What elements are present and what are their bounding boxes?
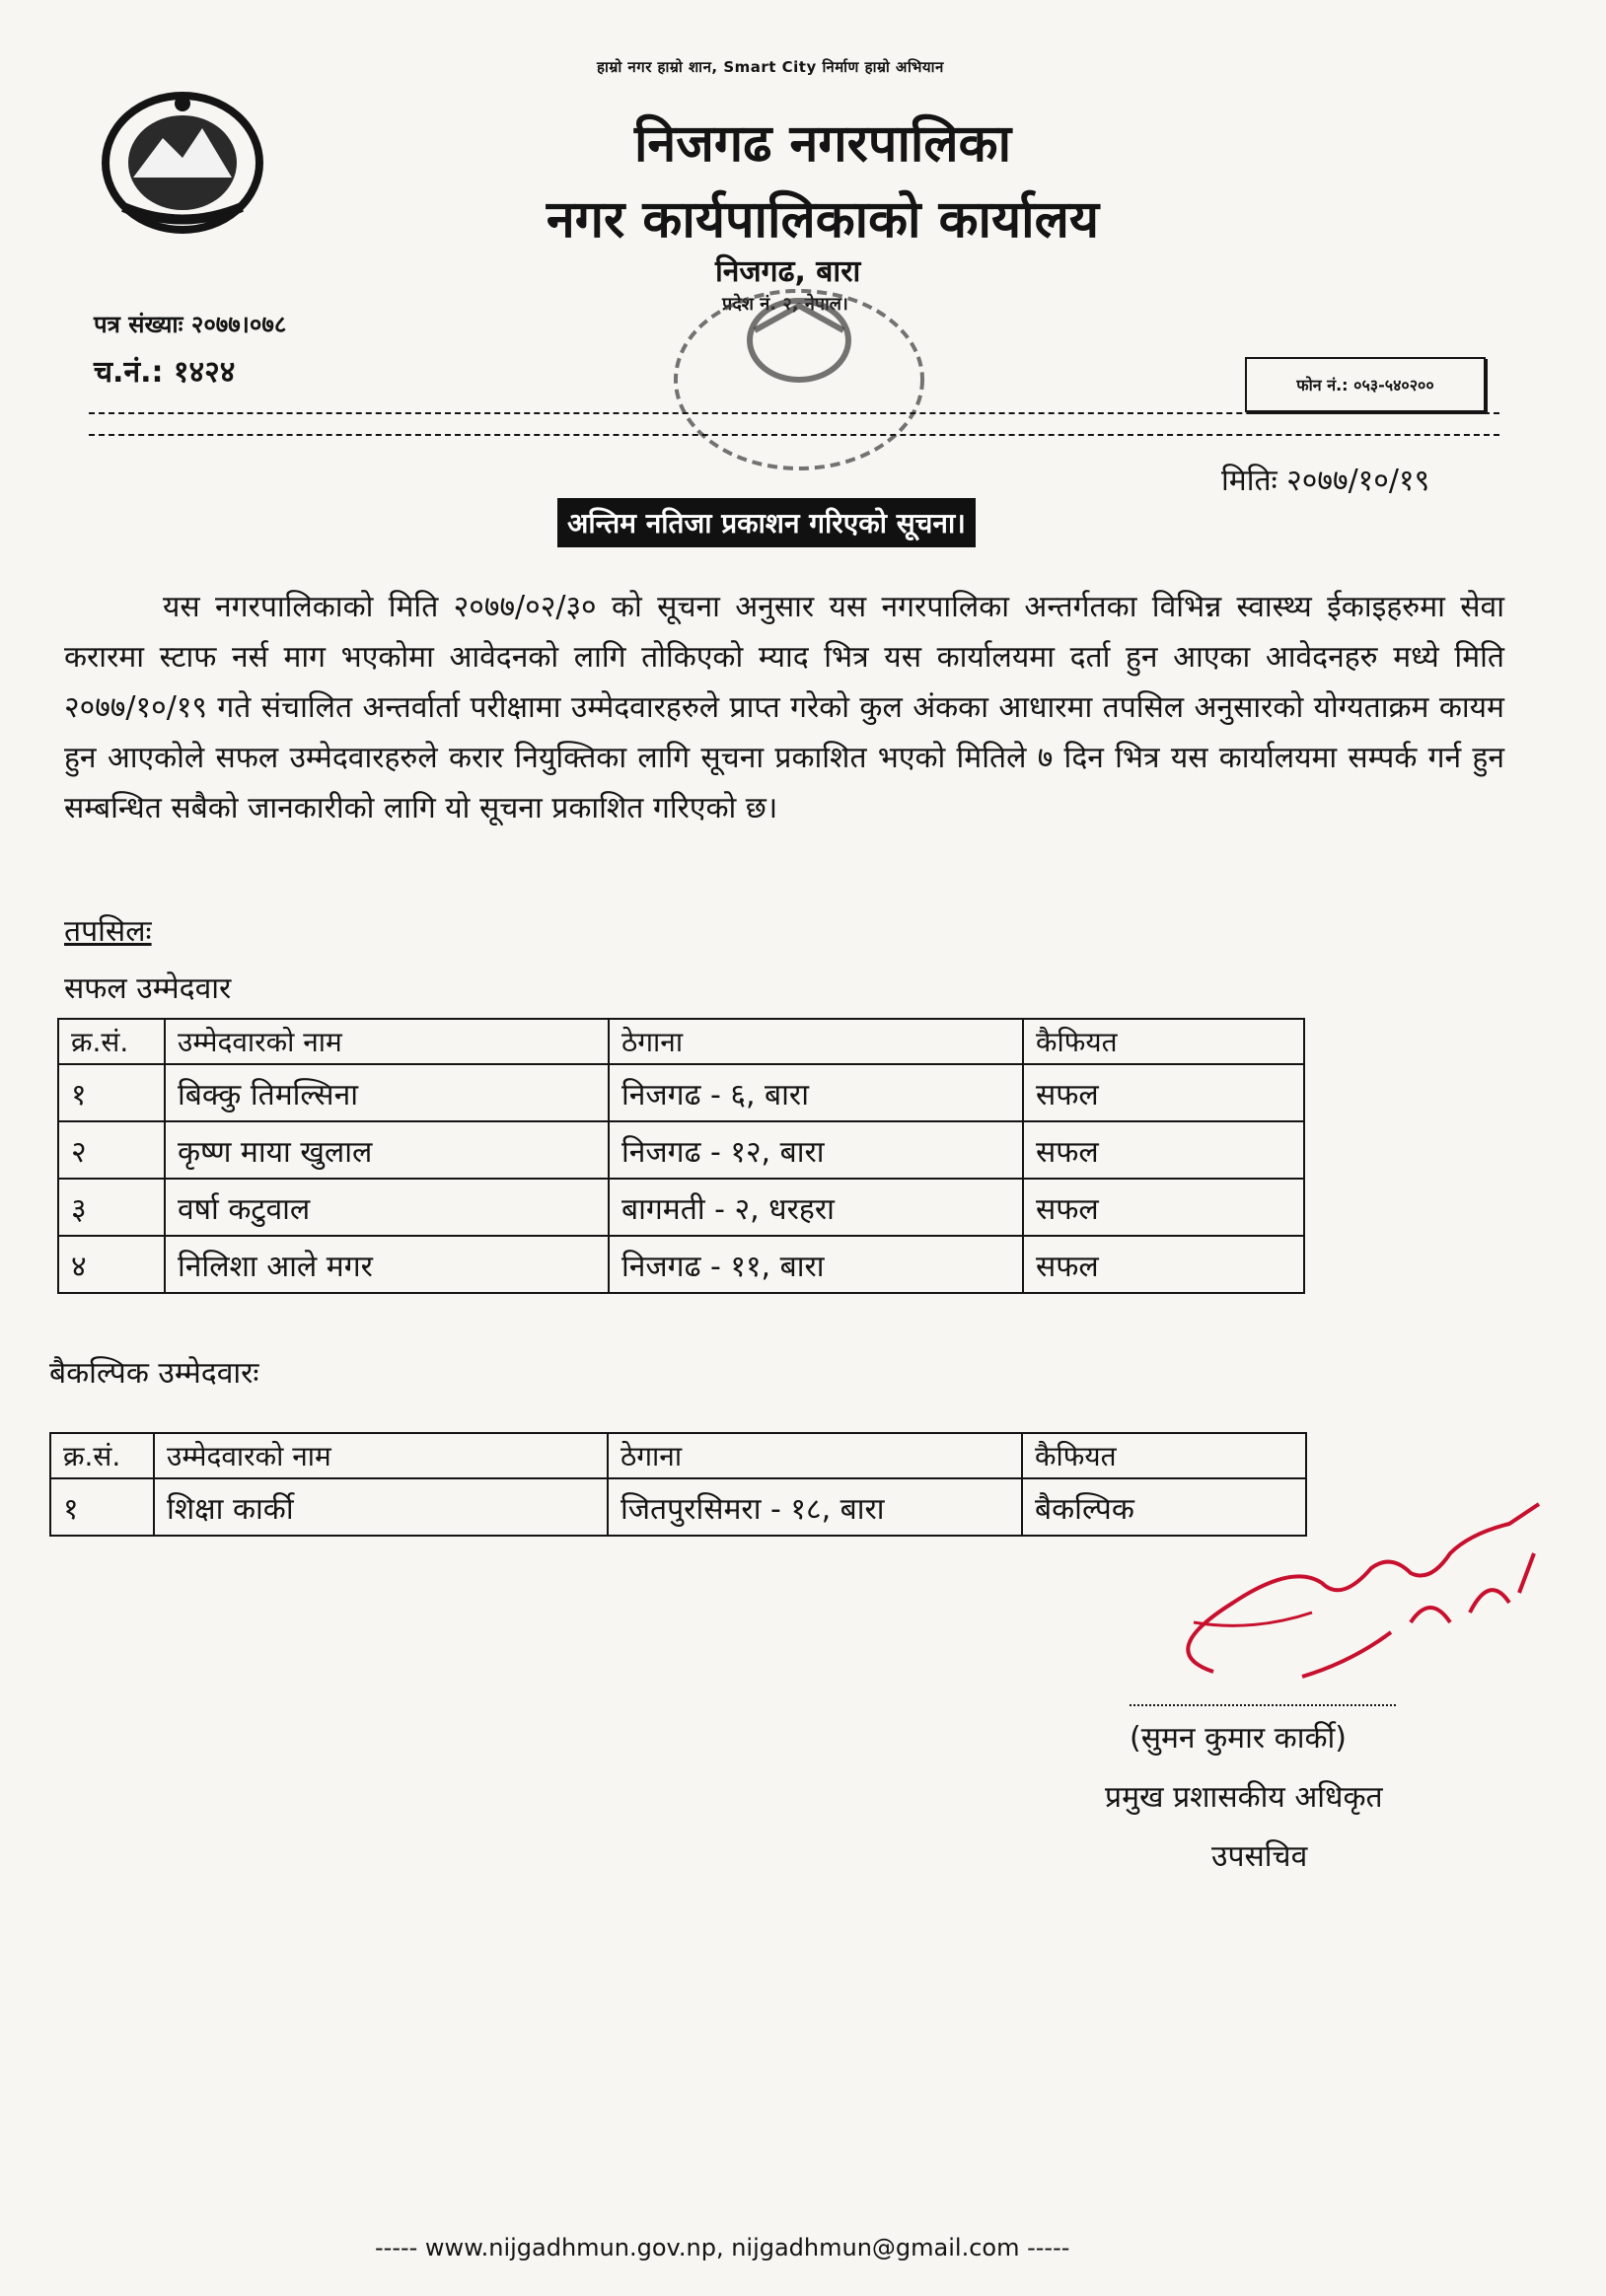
column-header: उम्मेदवारको नाम bbox=[165, 1019, 609, 1064]
column-header: ठेगाना bbox=[608, 1433, 1022, 1478]
successful-title: सफल उम्मेदवार bbox=[64, 971, 232, 1006]
phone-box bbox=[1245, 357, 1486, 412]
column-header: ठेगाना bbox=[609, 1019, 1023, 1064]
address-cell: निजगढ - १२, बारा bbox=[609, 1121, 1023, 1179]
footer-contact: ----- www.nijgadhmun.gov.np, nijgadhmun@gmail.com ----- bbox=[375, 2234, 1070, 2261]
table-header-row bbox=[50, 1433, 1306, 1478]
header-divider-2 bbox=[89, 434, 1499, 436]
notice-title: अन्तिम नतिजा प्रकाशन गरिएको सूचना। bbox=[557, 498, 976, 547]
tagline: हाम्रो नगर हाम्रो शान, Smart City निर्माण हाम्रो अभियान bbox=[597, 58, 944, 76]
column-header: उम्मेदवारको नाम bbox=[154, 1433, 608, 1478]
remarks-cell: बैकल्पिक bbox=[1022, 1478, 1306, 1536]
remarks-cell: सफल bbox=[1023, 1064, 1304, 1121]
phone-number: फोन नं.: ०५३-५४०२०० bbox=[1296, 376, 1434, 395]
name-cell: कृष्ण माया खुलाल bbox=[165, 1121, 609, 1179]
serial-cell: ३ bbox=[58, 1179, 165, 1236]
remarks-cell: सफल bbox=[1023, 1121, 1304, 1179]
signatory-position: प्रमुख प्रशासकीय अधिकृत bbox=[1105, 1780, 1383, 1815]
alternate-title: बैकल्पिक उम्मेदवारः bbox=[49, 1356, 259, 1391]
table-row bbox=[58, 1179, 1304, 1236]
signatory-name: (सुमन कुमार कार्की) bbox=[1130, 1721, 1347, 1756]
signature-line bbox=[1130, 1704, 1396, 1706]
table-row bbox=[58, 1236, 1304, 1293]
successful-candidates-table bbox=[57, 1018, 1305, 1294]
name-cell: बिक्कु तिमल्सिना bbox=[165, 1064, 609, 1121]
serial-cell: २ bbox=[58, 1121, 165, 1179]
letter-number: पत्र संख्याः २०७७।०७८ bbox=[94, 311, 287, 338]
address-cell: जितपुरसिमरा - १८, बारा bbox=[608, 1478, 1022, 1536]
office-stamp bbox=[651, 271, 947, 498]
address-cell: निजगढ - ११, बारा bbox=[609, 1236, 1023, 1293]
office-name: निजगढ नगरपालिका bbox=[633, 114, 1012, 174]
name-cell: शिक्षा कार्की bbox=[154, 1478, 608, 1536]
serial-cell: १ bbox=[50, 1478, 154, 1536]
dispatch-number: च.नं.: १४२४ bbox=[94, 355, 236, 390]
remarks-cell: सफल bbox=[1023, 1236, 1304, 1293]
office-province: प्रदेश नं. २, नेपाल। bbox=[722, 294, 848, 315]
column-header: क्र.सं. bbox=[58, 1019, 165, 1064]
column-header: कैफियत bbox=[1023, 1019, 1304, 1064]
handwritten-signature bbox=[1095, 1474, 1569, 1721]
table-header-row bbox=[58, 1019, 1304, 1064]
address-cell: निजगढ - ६, बारा bbox=[609, 1064, 1023, 1121]
notice-date: मितिः २०७७/१०/१९ bbox=[1221, 464, 1430, 498]
header-divider bbox=[89, 412, 1499, 414]
notice-body: यस नगरपालिकाको मिति २०७७/०२/३० को सूचना अनुसार यस नगरपालिका अन्तर्गतका विभिन्न स्वास्थ्य ईकाइहरुमा सेवा करारमा स्टाफ नर्स माग भएकोमा आवेदनको लागि तोकिएको म्याद भित्र यस कार्यालयमा दर्ता हुन आएका आवेदनहरु मध्ये मिति २०७७/१०/१९ गते संचालित अन्तर्वार्ता परीक्षामा उम्मेदवारहरुले प्राप्त गरेको कुल अंकका आधारमा तपसिल अनुसारको योग्यताक्रम कायम हुन आएकोले सफल उम्मेदवारहरुले करार नियुक्तिका लागि सूचना प्रकाशित भएको मितिले ७ दिन भित्र यस कार्यालयमा सम्पर्क गर्न हुन सम्बन्धित सबैको जानकारीको लागि यो सूचना प्रकाशित गरिएको छ। bbox=[64, 590, 1504, 825]
column-header: क्र.सं. bbox=[50, 1433, 154, 1478]
name-cell: वर्षा कटुवाल bbox=[165, 1179, 609, 1236]
office-city: निजगढ, बारा bbox=[715, 254, 861, 289]
table-row bbox=[58, 1064, 1304, 1121]
serial-cell: १ bbox=[58, 1064, 165, 1121]
name-cell: निलिशा आले मगर bbox=[165, 1236, 609, 1293]
column-header: कैफियत bbox=[1022, 1433, 1306, 1478]
serial-cell: ४ bbox=[58, 1236, 165, 1293]
details-heading: तपसिलः bbox=[64, 914, 152, 949]
address-cell: बागमती - २, धरहरा bbox=[609, 1179, 1023, 1236]
table-row bbox=[58, 1121, 1304, 1179]
office-title: नगर कार्यपालिकाको कार्यालय bbox=[546, 190, 1100, 250]
remarks-cell: सफल bbox=[1023, 1179, 1304, 1236]
signatory-rank: उपसचिव bbox=[1211, 1839, 1308, 1874]
